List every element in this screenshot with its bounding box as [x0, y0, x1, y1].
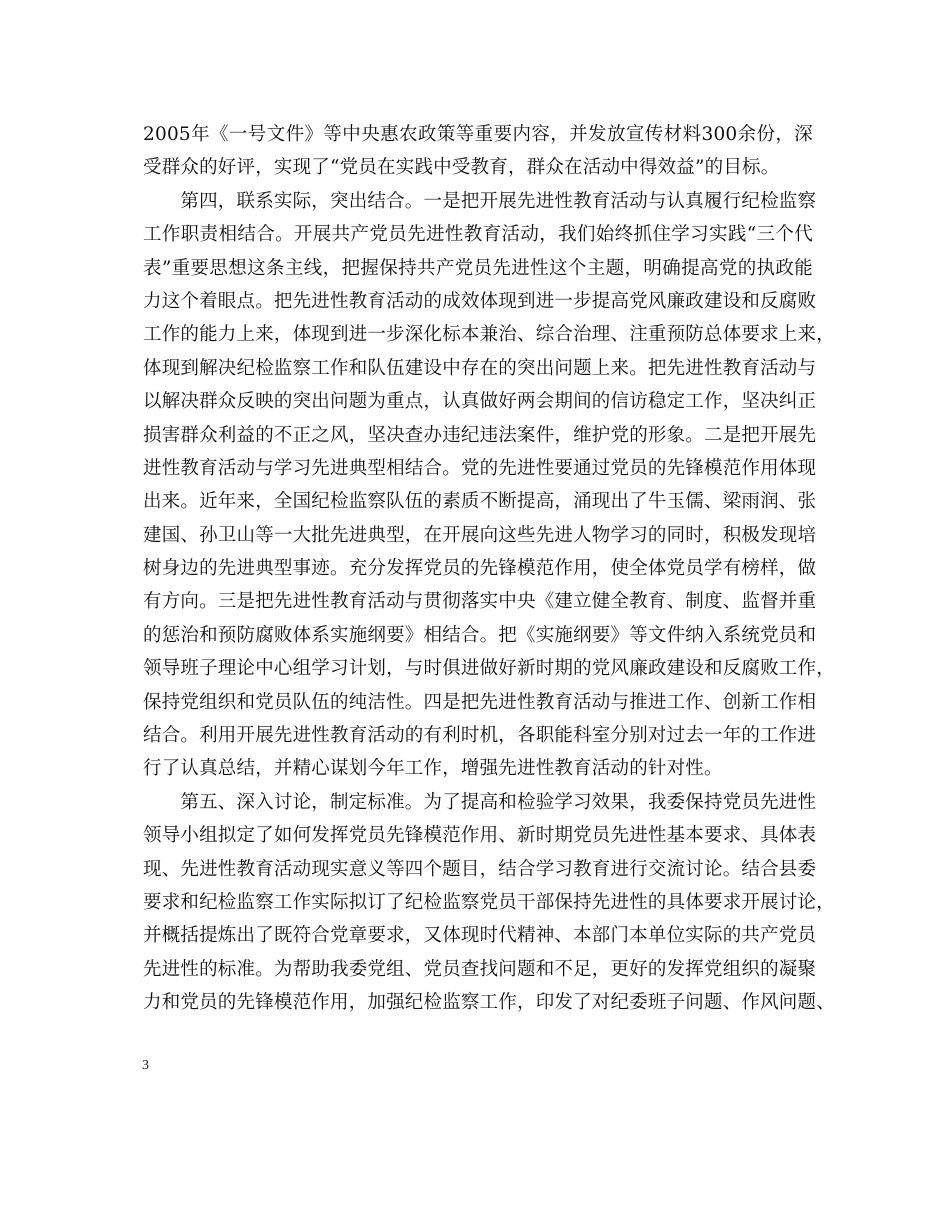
- text-line: 领导小组拟定了如何发挥党员先锋模范作用、新时期党员先进性基本要求、具体表: [143, 825, 817, 847]
- text-line: 第四，联系实际，突出结合。一是把开展先进性教育活动与认真履行纪检监察: [143, 190, 817, 212]
- page-number: 3: [142, 1058, 149, 1073]
- text-line: 受群众的好评，实现了“党员在实践中受教育，群众在活动中得效益”的目标。: [143, 157, 780, 179]
- text-line: 并概括提炼出了既符合党章要求，又体现时代精神、本部门本单位实际的共产党员: [143, 925, 817, 947]
- body-text: [143, 118, 835, 1020]
- text-line: 有方向。三是把先进性教育活动与贯彻落实中央《建立健全教育、制度、监督并重: [143, 591, 817, 613]
- text-line: 保持党组织和党员队伍的纯洁性。四是把先进性教育活动与推进工作、创新工作相: [143, 691, 817, 713]
- text-line: 树身边的先进典型事迹。充分发挥党员的先锋模范作用，使全体党员学有榜样，做: [143, 558, 817, 580]
- text-line: 工作的能力上来，体现到进一步深化标本兼治、综合治理、注重预防总体要求上来，: [143, 324, 835, 346]
- text-line: 行了认真总结，并精心谋划今年工作，增强先进性教育活动的针对性。: [143, 758, 723, 780]
- text-line: 2005年《一号文件》等中央惠农政策等重要内容，并发放宣传材料300余份，深: [143, 124, 813, 145]
- text-line: 力这个着眼点。把先进性教育活动的成效体现到进一步提高党风廉政建设和反腐败: [143, 290, 817, 312]
- text-line: 以解决群众反映的突出问题为重点，认真做好两会期间的信访稳定工作，坚决纠正: [143, 391, 817, 413]
- text-line: 先进性的标准。为帮助我委党组、党员查找问题和不足，更好的发挥党组织的凝聚: [143, 958, 817, 980]
- text-line: 第五、深入讨论，制定标准。为了提高和检验学习效果，我委保持党员先进性: [143, 791, 817, 813]
- text-line: 表”重要思想这条主线，把握保持共产党员先进性这个主题，明确提高党的执政能: [143, 257, 813, 279]
- text-line: 结合。利用开展先进性教育活动的有利时机，各职能科室分别对过去一年的工作进: [143, 725, 817, 747]
- text-line: 出来。近年来，全国纪检监察队伍的素质不断提高，涌现出了牛玉儒、梁雨润、张: [143, 491, 817, 513]
- text-line: 体现到解决纪检监察工作和队伍建设中存在的突出问题上来。把先进性教育活动与: [143, 357, 817, 379]
- text-line: 工作职责相结合。开展共产党员先进性教育活动，我们始终抓住学习实践“三个代: [143, 224, 813, 246]
- text-line: 的惩治和预防腐败体系实施纲要》相结合。把《实施纲要》等文件纳入系统党员和: [143, 624, 817, 646]
- text-line: 建国、孙卫山等一大批先进典型，在开展向这些先进人物学习的同时，积极发现培: [143, 524, 817, 546]
- text-line: 力和党员的先锋模范作用，加强纪检监察工作，印发了对纪委班子问题、作风问题、: [143, 992, 835, 1014]
- text-line: 领导班子理论中心组学习计划，与时俱进做好新时期的党风廉政建设和反腐败工作，: [143, 658, 835, 680]
- text-line: 进性教育活动与学习先进典型相结合。党的先进性要通过党员的先锋模范作用体现: [143, 457, 817, 479]
- text-line: 现、先进性教育活动现实意义等四个题目，结合学习教育进行交流讨论。结合县委: [143, 858, 817, 880]
- text-line: 损害群众利益的不正之风，坚决查办违纪违法案件，维护党的形象。二是把开展先: [143, 424, 817, 446]
- text-line: 要求和纪检监察工作实际拟订了纪检监察党员干部保持先进性的具体要求开展讨论，: [143, 891, 835, 913]
